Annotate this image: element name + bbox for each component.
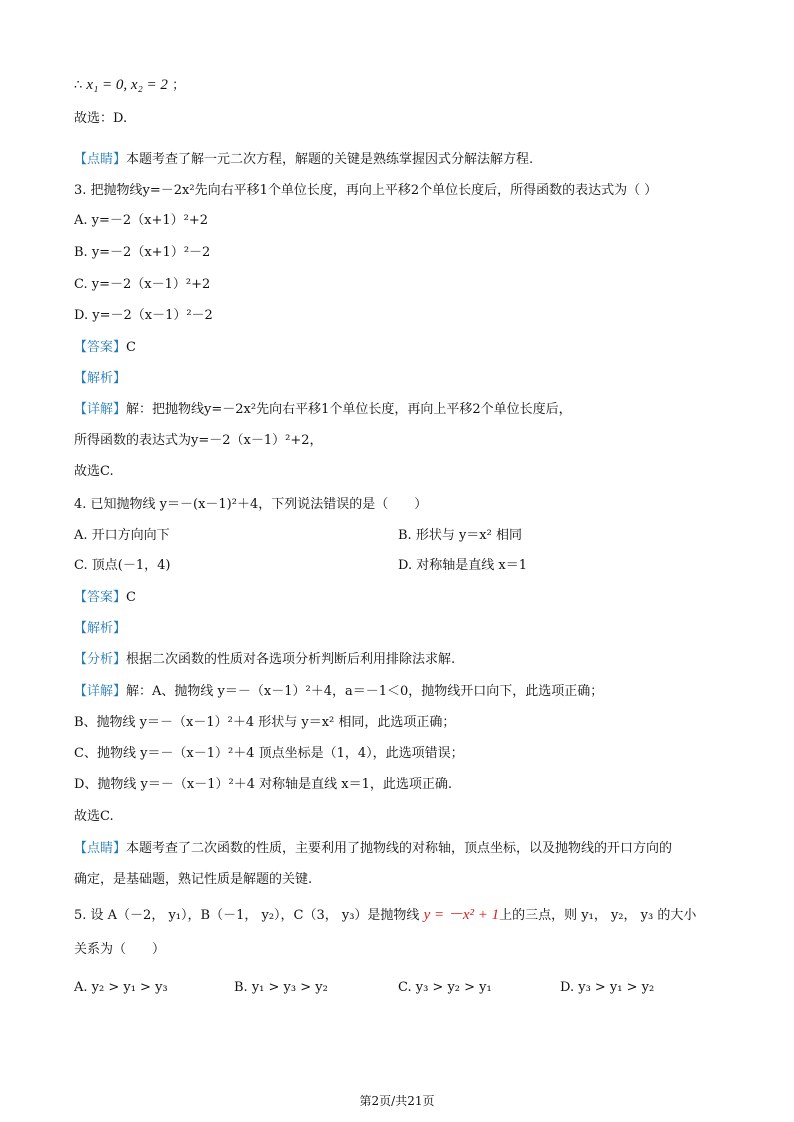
comment-tag: 【点睛】 — [74, 152, 127, 167]
q4-detail: 【详解】解：A、抛物线 y＝－（x－1）²＋4，a＝－1＜0，抛物线开口向下，此选项正确； — [74, 684, 604, 699]
q3-pick: 故选C. — [74, 464, 114, 479]
q4-option-c: C. 顶点(－1，4) — [74, 558, 171, 573]
q4-option-a: A. 开口方向向下 — [74, 528, 170, 543]
answer-choice-line: 故选：D. — [74, 111, 128, 126]
q3-option-c: C. y=－2（x－1）²+2 — [74, 277, 211, 292]
therefore-symbol: ∴ — [74, 78, 83, 93]
question-5-line2: 关系为（ ） — [74, 942, 166, 957]
solution-result-line: ∴ x₁ = 0, x₂ = 2 ； — [74, 77, 186, 93]
q5-option-a: A. y₂ > y₁ > y₃ — [74, 980, 168, 995]
question-3: 3. 把抛物线y=－2x²先向右平移1个单位长度，再向上平移2个单位长度后，所得函数的表达式为（ ） — [74, 183, 658, 198]
q3-detail-line2: 所得函数的表达式为y=－2（x－1）²+2， — [74, 433, 323, 448]
q3-analysis-tag: 【解析】 — [74, 371, 127, 386]
q5-option-c: C. y₃ > y₂ > y₁ — [398, 980, 492, 995]
q4-pick: 故选C. — [74, 809, 114, 824]
q3-answer: 【答案】C — [74, 340, 136, 355]
q4-detail-c: C、抛物线 y＝－（x－1）²＋4 顶点坐标是（1，4），此选项错误； — [74, 746, 464, 761]
q3-detail: 【详解】解：把抛物线y=－2x²先向右平移1个单位长度，再向上平移2个单位长度后， — [74, 402, 572, 417]
analysis-tag: 【分析】 — [74, 652, 127, 667]
q5-option-d: D. y₃ > y₁ > y₂ — [560, 980, 655, 995]
question-5: 5. 设 A（－2， y₁），B（－1， y₂），C（3， y₃）是抛物线 y = －x² + 1上的三点，则 y₁， y₂， y₃ 的大小 — [74, 907, 697, 923]
question-4: 4. 已知抛物线 y＝－(x－1)²＋4，下列说法错误的是（ ） — [74, 497, 428, 512]
q4-detail-b: B、抛物线 y＝－（x－1）²＋4 形状与 y＝x² 相同，此选项正确； — [74, 715, 456, 730]
detail-tag: 【详解】 — [74, 684, 127, 699]
answer-tag: 【答案】 — [74, 590, 127, 605]
q3-option-d: D. y=－2（x－1）²－2 — [74, 308, 213, 323]
q3-option-a: A. y=－2（x+1）²+2 — [74, 213, 209, 228]
q4-analysis: 【分析】根据二次函数的性质对各选项分析判断后利用排除法求解. — [74, 652, 456, 667]
q4-detail-d: D、抛物线 y＝－（x－1）²＋4 对称轴是直线 x＝1，此选项正确. — [74, 777, 452, 792]
q4-answer: 【答案】C — [74, 590, 136, 605]
page-footer: 第2页/共21页 — [359, 1094, 435, 1108]
comment-line: 【点睛】本题考查了解一元二次方程，解题的关键是熟练掌握因式分解法解方程. — [74, 152, 534, 167]
q4-option-d: D. 对称轴是直线 x＝1 — [398, 558, 527, 573]
q4-analysis-tag: 【解析】 — [74, 621, 127, 636]
q4-comment-line2: 确定，是基础题，熟记性质是解题的关键. — [74, 872, 313, 887]
detail-tag: 【详解】 — [74, 402, 127, 417]
q3-option-b: B. y=－2（x+1）²－2 — [74, 245, 211, 260]
roots-formula: x₁ = 0, x₂ = 2 — [86, 77, 168, 93]
q4-option-b: B. 形状与 y＝x² 相同 — [398, 528, 522, 543]
q5-option-b: B. y₁ > y₃ > y₂ — [234, 980, 328, 995]
answer-tag: 【答案】 — [74, 340, 127, 355]
comment-tag: 【点睛】 — [74, 841, 127, 856]
q4-comment: 【点睛】本题考查了二次函数的性质，主要利用了抛物线的对称轴，顶点坐标，以及抛物线的开口方向的 — [74, 841, 673, 856]
parabola-formula: y = －x² + 1 — [423, 907, 500, 923]
